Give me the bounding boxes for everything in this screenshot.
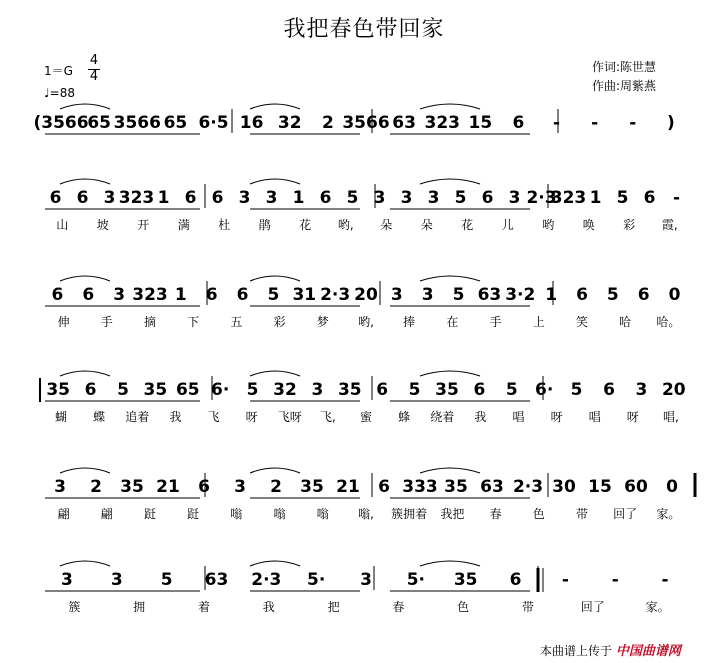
lyric: 色 (532, 507, 545, 521)
lyric: 呀 (245, 410, 258, 424)
note: 2·3 (320, 285, 351, 305)
lyric: 哈 (619, 315, 632, 329)
lyric: 把 (327, 600, 340, 614)
lyric: 上 (532, 315, 545, 329)
note: 1 (589, 188, 602, 208)
lyric: 满 (177, 218, 190, 232)
lyric: 笑 (575, 315, 589, 329)
note: 6 (205, 285, 218, 305)
lyric: 我把 (440, 507, 465, 521)
note: 5· (306, 570, 326, 590)
lyric: 拥 (133, 600, 146, 614)
note: 65 (175, 380, 200, 400)
note: 3 (427, 188, 440, 208)
note: 5 (570, 380, 583, 400)
note: 5 (505, 380, 518, 400)
lyric: 簇 (68, 600, 81, 614)
lyric: 哈。 (656, 315, 681, 329)
note: 6 (49, 188, 62, 208)
note: 15 (468, 113, 493, 133)
note: 2 (270, 477, 282, 497)
note: 3 (390, 285, 403, 305)
lyric: 色 (457, 600, 470, 614)
note: 1 (292, 188, 305, 208)
slur (250, 371, 300, 376)
note: 65 (163, 113, 188, 133)
slur (420, 104, 480, 109)
slur (420, 276, 480, 281)
lyricist-credit: 作词:陈世慧 (592, 60, 657, 74)
lyric: 唱 (512, 410, 525, 424)
lyric: 哟, (358, 315, 374, 329)
note: 6 (211, 188, 224, 208)
note: 35 (300, 477, 324, 497)
lyric: 跹 (187, 507, 200, 521)
lyric: 飞呀 (277, 410, 302, 424)
note: 3 (311, 380, 324, 400)
lyric: 蜂 (398, 410, 411, 424)
lyric: 手 (489, 315, 502, 329)
note: 31 (292, 285, 317, 305)
note: 21 (156, 477, 180, 497)
note: 2 (90, 477, 102, 497)
note: 35 (337, 380, 362, 400)
note: 3 (373, 188, 386, 208)
lyric: 呀 (550, 410, 563, 424)
note: 6 (643, 188, 656, 208)
note: 20 (354, 285, 378, 305)
note: 6· (211, 380, 230, 400)
lyric: 嗡 (273, 507, 286, 521)
time-signature-top: 4 (89, 53, 99, 68)
lyric: 蝴 (55, 410, 68, 424)
note: 63 (204, 570, 229, 590)
note: 1 (157, 188, 170, 208)
quarter-note-icon: ♩ (44, 86, 50, 100)
note: - (561, 570, 569, 590)
lyric: 彩 (273, 315, 286, 329)
time-signature-bottom: 4 (89, 69, 99, 84)
note: ) (667, 113, 675, 133)
note: 323 (118, 188, 155, 208)
note: 5 (452, 285, 465, 305)
lyric: 手 (100, 315, 113, 329)
note: 3 (265, 188, 278, 208)
lyric: 开 (137, 218, 150, 232)
lyric: 呀 (626, 410, 639, 424)
lyric: 蜜 (359, 410, 373, 424)
lyric: 鹃 (258, 218, 271, 232)
note: 6 (184, 188, 197, 208)
lyric: 杜 (218, 218, 231, 232)
lyric: 带 (575, 507, 589, 521)
note: 30 (552, 477, 576, 497)
lyric: 跹 (143, 507, 157, 521)
note: 5· (406, 570, 425, 590)
note: 63 (392, 113, 416, 133)
note: 6 (82, 285, 95, 305)
lyric: 回了 (580, 600, 605, 614)
note: 333 (402, 477, 438, 497)
note: 6 (481, 188, 494, 208)
lyric: 彩 (623, 218, 636, 232)
note: 32 (277, 113, 302, 133)
lyric: 春 (489, 507, 502, 521)
lyric: 嗡, (358, 507, 374, 521)
note: 5 (160, 570, 173, 590)
note: 0 (666, 477, 678, 497)
slur (60, 104, 110, 109)
note: 2·3 (251, 570, 282, 590)
note: 35 (444, 477, 468, 497)
note: 3566 (113, 113, 161, 133)
note: 3 (360, 570, 372, 590)
lyric: 我 (262, 600, 275, 614)
lyric: 摘 (143, 315, 157, 329)
note: - (661, 570, 669, 590)
lyric: 哟 (542, 218, 555, 232)
note: 35 (453, 570, 478, 590)
lyric: 飞 (207, 410, 220, 424)
note: 5 (408, 380, 421, 400)
slur (60, 371, 110, 376)
lyric: 飞, (319, 410, 336, 424)
note: 6 (376, 380, 389, 400)
note: 5 (117, 380, 129, 400)
slur (250, 104, 300, 109)
lyric: 在 (446, 315, 459, 329)
note: 63 (480, 477, 504, 497)
note: 5 (616, 188, 629, 208)
note: 3 (635, 380, 648, 400)
note: 3 (113, 285, 126, 305)
lyric: 儿 (501, 218, 514, 232)
lyric: 我 (474, 410, 487, 424)
note: 6 (319, 188, 332, 208)
note: - (629, 113, 637, 133)
slur (60, 179, 110, 184)
composer-credit: 作曲:周紫燕 (592, 79, 657, 93)
note: 32 (273, 380, 297, 400)
lyric: 朵 (420, 218, 433, 232)
lyric: 花 (299, 218, 312, 232)
note: 35 (143, 380, 168, 400)
slur (250, 179, 300, 184)
note: 5 (346, 188, 359, 208)
note: 6 (512, 113, 525, 133)
note: 35 (435, 380, 459, 400)
note: 16 (239, 113, 264, 133)
slur (420, 468, 480, 473)
note: 2 (321, 113, 334, 133)
note: 3 (421, 285, 434, 305)
lyric: 翩 (57, 507, 70, 521)
note: 5 (606, 285, 619, 305)
note: 6 (637, 285, 650, 305)
lyric: 山 (56, 218, 69, 232)
note: - (611, 570, 619, 590)
note: 35 (46, 380, 71, 400)
slur (60, 276, 110, 281)
note: 3 (400, 188, 413, 208)
note: 6 (603, 380, 615, 400)
note: 3·2 (505, 285, 536, 305)
note: 5 (267, 285, 280, 305)
song-title: 我把春色带回家 (283, 17, 445, 42)
lyric: 伸 (57, 315, 70, 329)
slur (420, 371, 480, 376)
note: 5 (454, 188, 467, 208)
note: 3 (61, 570, 73, 590)
lyric: 五 (230, 315, 243, 329)
lyric: 朵 (380, 218, 393, 232)
note: 6 (509, 570, 522, 590)
note: - (672, 188, 681, 208)
lyric: 翩 (100, 507, 113, 521)
slur (250, 561, 300, 566)
note: 0 (668, 285, 681, 305)
note: 1 (174, 285, 187, 305)
lyric: 唱, (663, 410, 679, 424)
upload-source (540, 640, 681, 659)
note: 3 (110, 570, 123, 590)
note: 6 (84, 380, 97, 400)
lyric: 捧 (403, 315, 416, 329)
lyric: 梦 (316, 315, 329, 329)
lyric: 唤 (582, 218, 595, 232)
note: 6 (473, 380, 486, 400)
lyric: 簇拥着 (391, 507, 428, 521)
note: 60 (624, 477, 648, 497)
note: 3 (234, 477, 246, 497)
note: 6 (378, 477, 390, 497)
lyric: 坡 (96, 218, 109, 232)
lyric: 着 (197, 600, 211, 614)
lyric: 家。 (645, 600, 670, 614)
lyric: 嗡 (230, 507, 243, 521)
note: 3 (103, 188, 116, 208)
lyric: 春 (392, 600, 405, 614)
note: 15 (588, 477, 612, 497)
lyric: 带 (521, 600, 535, 614)
note: 2·3 (526, 188, 557, 208)
key-signature: 1＝G (44, 64, 73, 78)
lyric: 蝶 (93, 410, 106, 424)
note: 6· (535, 380, 554, 400)
lyric: 唱 (588, 410, 601, 424)
lyric: 哟, (337, 218, 354, 232)
note: 20 (661, 380, 686, 400)
note: 3566 (342, 113, 390, 133)
note: 6 (51, 285, 64, 305)
slur (60, 561, 110, 566)
note: 323 (132, 285, 168, 305)
lyric: 回了 (613, 507, 638, 521)
note: 3 (508, 188, 521, 208)
note: 6 (198, 477, 210, 497)
note: 5 (246, 380, 259, 400)
slur (420, 179, 480, 184)
slur (420, 561, 480, 566)
lyric: 下 (187, 315, 200, 329)
tempo-value: =88 (49, 86, 75, 100)
slur (60, 468, 110, 473)
note: 1 (545, 285, 558, 305)
note: 6 (576, 285, 588, 305)
note: 323 (424, 113, 460, 133)
site-logo: 中国曲谱网 (615, 644, 681, 659)
note: 65 (87, 113, 112, 133)
note: 3 (54, 477, 66, 497)
slur (250, 276, 300, 281)
upload-source-text: 本曲谱上传于 (540, 644, 613, 658)
note: 6 (76, 188, 89, 208)
lyric: 家。 (656, 507, 681, 521)
note: 2·3 (512, 477, 544, 497)
note: 63 (477, 285, 502, 305)
lyric: 花 (461, 218, 474, 232)
lyric: 追着 (125, 410, 150, 424)
lyric: 绕着 (430, 410, 455, 424)
note: 6·5 (198, 113, 229, 133)
lyric: 嗡 (316, 507, 329, 521)
lyric: 我 (169, 410, 182, 424)
note: - (591, 113, 599, 133)
note: 323 (550, 188, 587, 208)
note: - (553, 113, 561, 133)
note: (3566 (33, 113, 89, 133)
note: 35 (120, 477, 144, 497)
slur (250, 468, 300, 473)
note: 6 (236, 285, 249, 305)
note: 3 (238, 188, 251, 208)
lyric: 霞, (661, 218, 678, 232)
note: 21 (336, 477, 360, 497)
